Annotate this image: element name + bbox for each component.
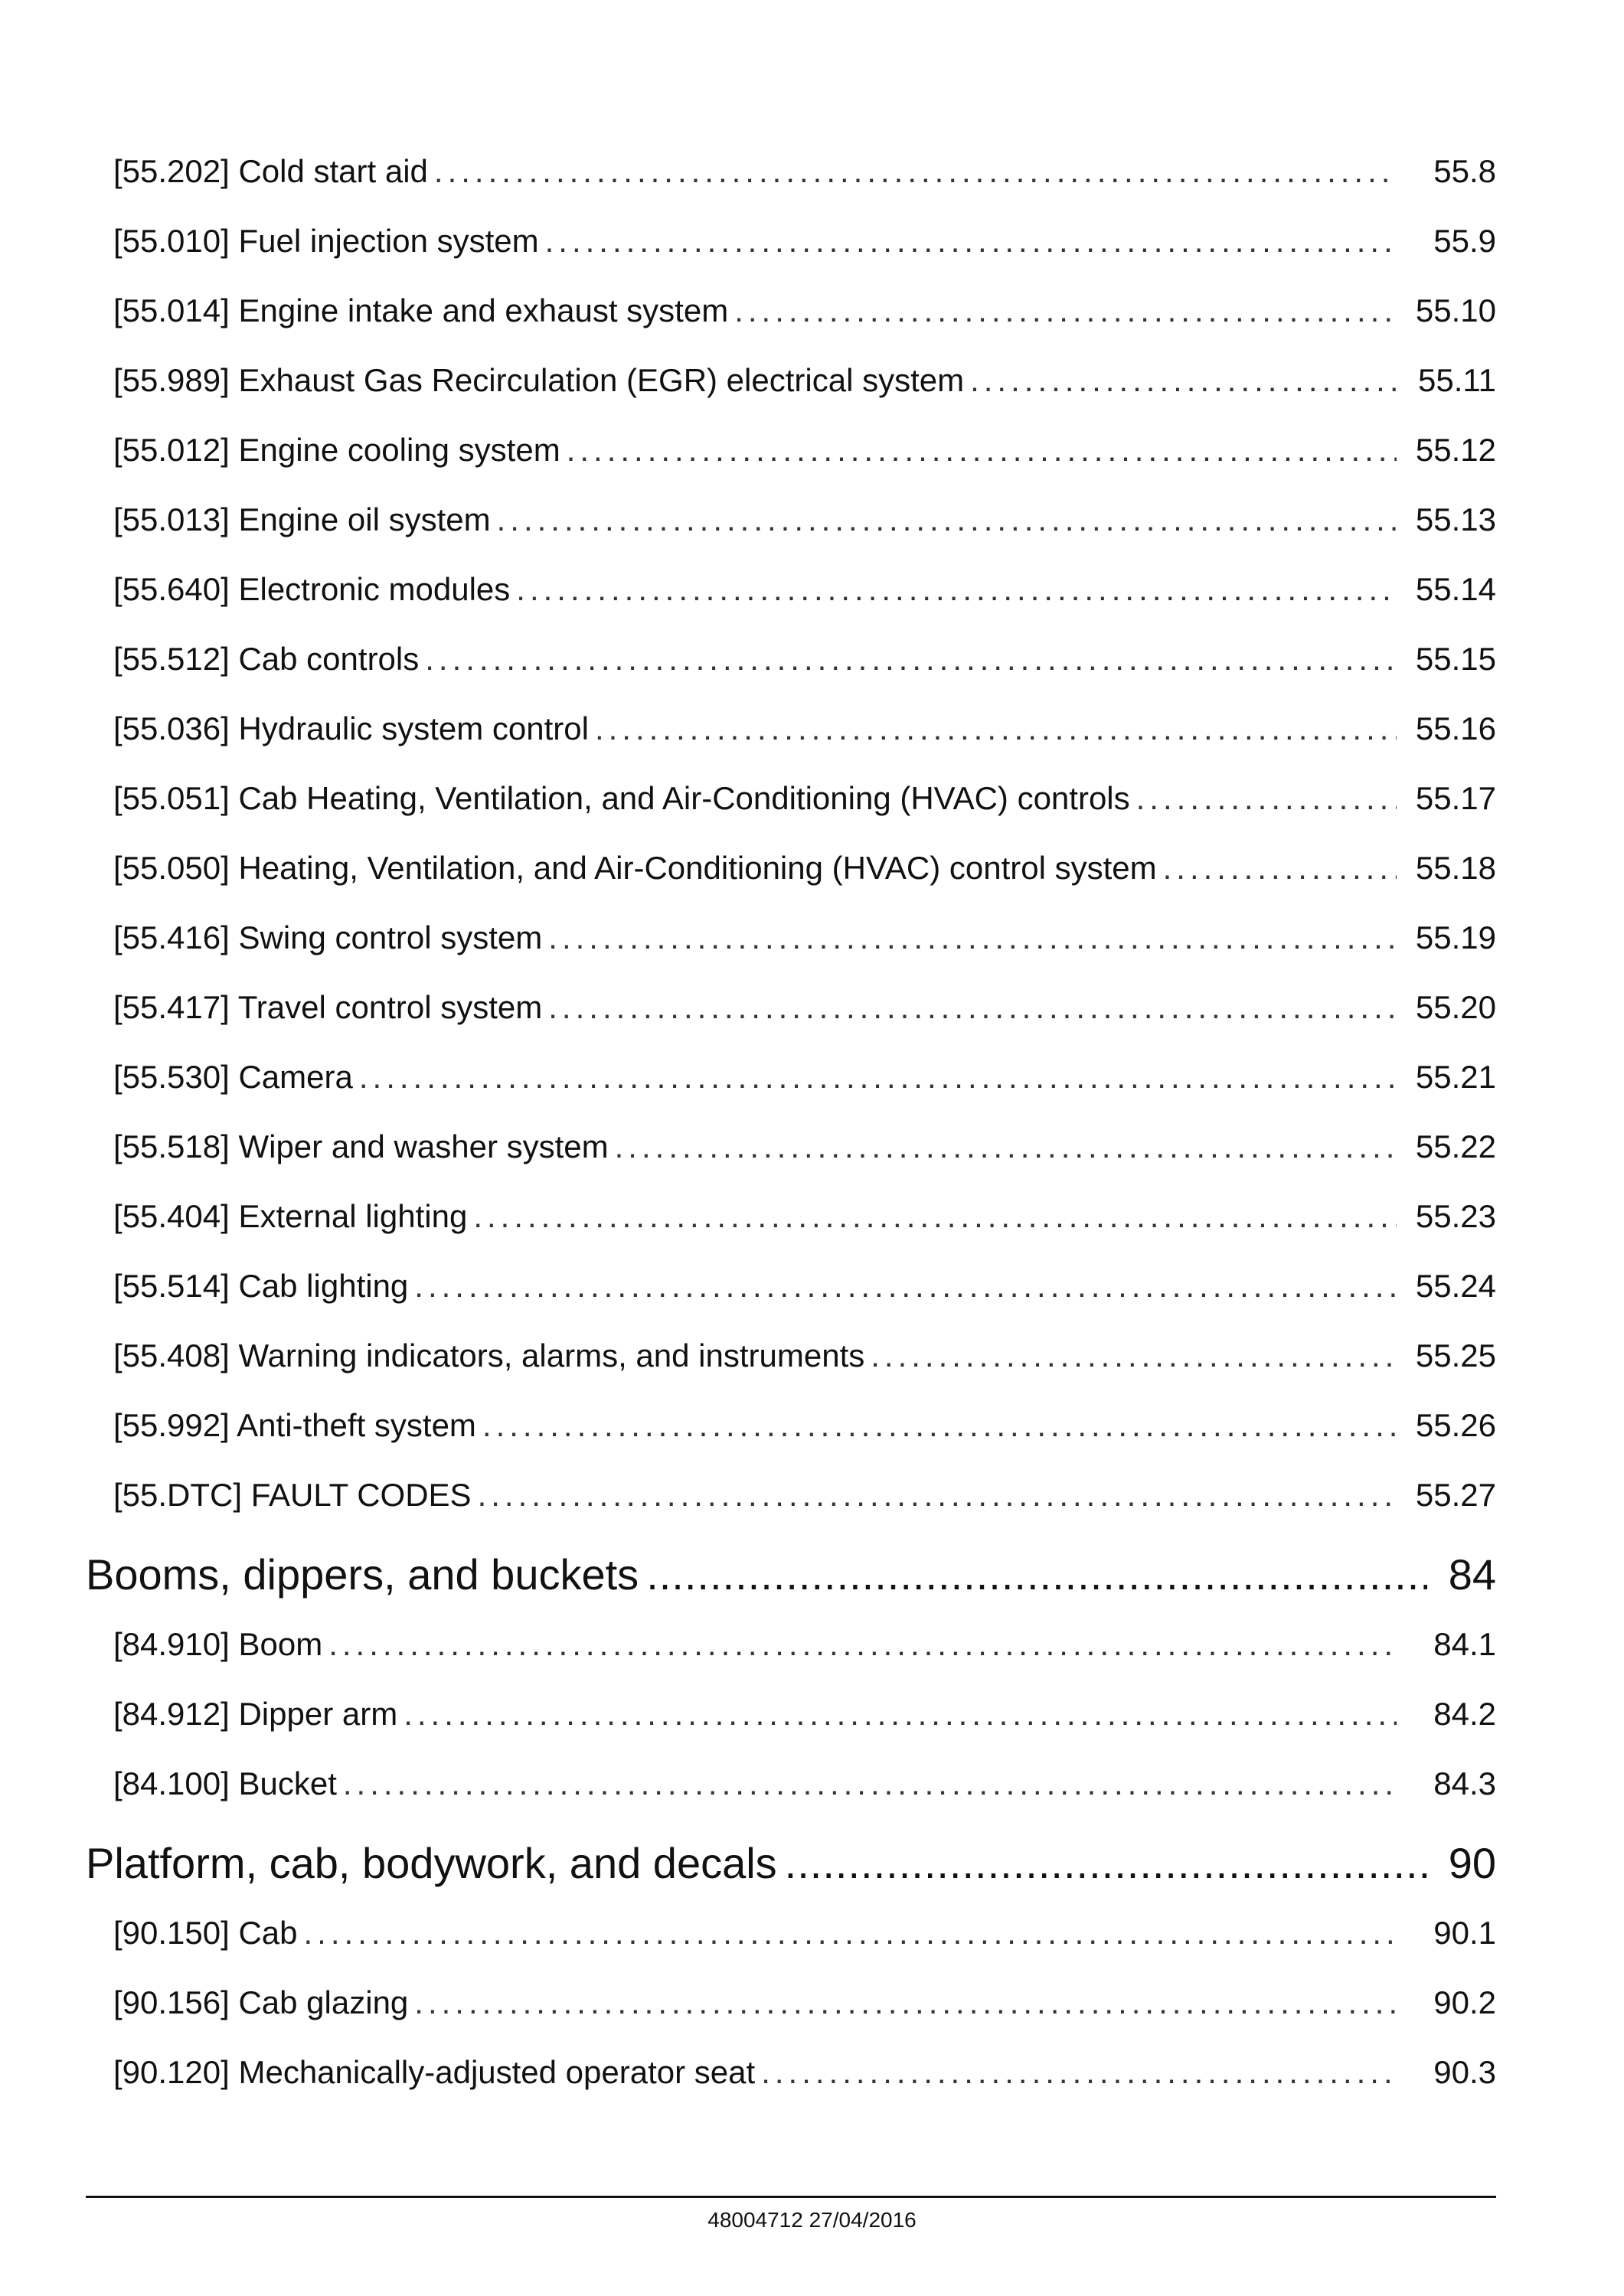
toc-entry-page: 55.21	[1415, 1059, 1496, 1095]
dot-leader	[414, 1268, 1397, 1305]
toc-entry-page: 55.15	[1415, 641, 1496, 677]
dot-leader	[343, 1765, 1397, 1802]
toc-entry-label: [55.417] Travel control system	[113, 989, 543, 1025]
toc-entry[interactable]	[113, 1198, 1496, 1268]
toc-entry-page: 90.3	[1433, 2054, 1496, 2090]
toc-entry-label: [55.640] Electronic modules	[113, 571, 511, 607]
toc-entry-label: [55.051] Cab Heating, Ventilation, and Air-Conditioning (HVAC) controls	[113, 780, 1130, 816]
toc-entry-label: [90.150] Cab	[113, 1915, 298, 1951]
dot-leader	[548, 919, 1397, 956]
toc-entry[interactable]	[113, 1696, 1496, 1765]
dot-leader	[516, 571, 1397, 608]
dot-leader	[545, 223, 1397, 260]
dot-leader	[473, 1198, 1397, 1235]
toc-entry-label: [55.202] Cold start aid	[113, 153, 428, 189]
dot-leader	[548, 989, 1397, 1026]
toc-entry-label: [55.989] Exhaust Gas Recirculation (EGR) electrical system	[113, 362, 965, 398]
toc-entry[interactable]	[113, 989, 1496, 1059]
toc-entry[interactable]	[113, 223, 1496, 292]
toc-entry-label: [90.156] Cab glazing	[113, 1984, 409, 2020]
toc-entry[interactable]	[113, 919, 1496, 989]
toc-entry-page: 84.1	[1433, 1626, 1496, 1662]
toc-entry[interactable]	[113, 850, 1496, 919]
toc-entry[interactable]	[113, 571, 1496, 641]
toc-entry-page: 55.13	[1415, 501, 1496, 537]
toc-entry-label: [55.050] Heating, Ventilation, and Air-Conditioning (HVAC) control system	[113, 850, 1157, 886]
toc-entry[interactable]	[113, 153, 1496, 223]
toc-entry-page: 55.22	[1415, 1128, 1496, 1164]
dot-leader	[785, 1838, 1427, 1888]
toc-entry-label: [84.100] Bucket	[113, 1765, 337, 1801]
toc-entry-label: [55.013] Engine oil system	[113, 501, 491, 537]
dot-leader	[646, 1550, 1427, 1599]
toc-entry-page: 55.26	[1415, 1407, 1496, 1443]
toc-entry-label: [55.530] Camera	[113, 1059, 353, 1095]
toc-entry[interactable]	[113, 362, 1496, 432]
toc-entry[interactable]	[113, 1984, 1496, 2054]
toc-entry-page: 84.2	[1433, 1696, 1496, 1732]
toc-entry-label: [84.910] Boom	[113, 1626, 323, 1662]
toc-entry-page: 55.25	[1415, 1337, 1496, 1373]
toc-entry-label: [55.518] Wiper and washer system	[113, 1128, 609, 1164]
toc-entry[interactable]	[113, 641, 1496, 710]
dot-leader	[328, 1626, 1397, 1663]
toc-entry-page: 55.10	[1415, 292, 1496, 328]
dot-leader	[414, 1984, 1397, 2021]
toc-entry-page: 90.1	[1433, 1915, 1496, 1951]
dot-leader	[595, 710, 1397, 747]
toc-entry[interactable]	[113, 501, 1496, 571]
toc-entry[interactable]	[113, 1059, 1496, 1128]
toc-entry[interactable]	[113, 292, 1496, 362]
section-title: Platform, cab, bodywork, and decals	[86, 1839, 777, 1887]
toc-entry-page: 55.24	[1415, 1268, 1496, 1304]
toc-entry-page: 55.12	[1415, 432, 1496, 468]
dot-leader	[734, 292, 1397, 329]
toc-entry-label: [55.416] Swing control system	[113, 919, 543, 955]
toc-entry[interactable]	[113, 1915, 1496, 1984]
toc-entry-label: [55.514] Cab lighting	[113, 1268, 409, 1304]
toc-entry-page: 55.23	[1415, 1198, 1496, 1234]
dot-leader	[482, 1407, 1397, 1444]
toc-entry-label: [55.408] Warning indicators, alarms, and instruments	[113, 1337, 865, 1373]
toc-entry-label: [55.010] Fuel injection system	[113, 223, 539, 259]
toc-entry-page: 55.17	[1415, 780, 1496, 816]
toc-entry[interactable]	[113, 1477, 1496, 1546]
section-page: 90	[1448, 1839, 1496, 1887]
dot-leader	[1136, 780, 1397, 817]
dot-leader	[1163, 850, 1397, 887]
toc-section-heading[interactable]	[86, 1838, 1496, 1915]
dot-leader	[497, 501, 1397, 538]
toc-entry-label: [90.120] Mechanically-adjusted operator seat	[113, 2054, 756, 2090]
toc-entry[interactable]	[113, 1337, 1496, 1407]
toc-entry-page: 90.2	[1433, 1984, 1496, 2020]
dot-leader	[359, 1059, 1397, 1096]
toc-entry-page: 55.19	[1415, 919, 1496, 955]
toc-entry-label: [55.014] Engine intake and exhaust system	[113, 292, 729, 328]
toc-entry-page: 55.14	[1415, 571, 1496, 607]
toc-entry-label: [55.036] Hydraulic system control	[113, 710, 589, 746]
dot-leader	[425, 641, 1397, 678]
toc-entry-page: 55.18	[1415, 850, 1496, 886]
dot-leader	[404, 1696, 1397, 1733]
toc-entry[interactable]	[113, 1128, 1496, 1198]
toc-entry[interactable]	[113, 710, 1496, 780]
toc-entry-label: [55.404] External lighting	[113, 1198, 468, 1234]
toc-entry[interactable]	[113, 1626, 1496, 1696]
toc-entry[interactable]	[113, 1407, 1496, 1477]
dot-leader	[615, 1128, 1397, 1165]
toc-entry[interactable]	[113, 432, 1496, 501]
dot-leader	[761, 2054, 1397, 2091]
toc-entry-label: [84.912] Dipper arm	[113, 1696, 398, 1732]
dot-leader	[970, 362, 1397, 399]
dot-leader	[567, 432, 1397, 469]
toc-entry-label: [55.992] Anti-theft system	[113, 1407, 476, 1443]
toc-entry[interactable]	[113, 2054, 1496, 2124]
toc-entry[interactable]	[113, 780, 1496, 850]
dot-leader	[434, 153, 1397, 190]
section-title: Booms, dippers, and buckets	[86, 1550, 639, 1599]
dot-leader	[478, 1477, 1397, 1514]
footer-rule	[86, 2196, 1496, 2198]
toc-entry-page: 84.3	[1433, 1765, 1496, 1801]
toc-section-heading[interactable]	[86, 1550, 1496, 1626]
toc-entry-label: [55.012] Engine cooling system	[113, 432, 560, 468]
toc-entry-label: [55.512] Cab controls	[113, 641, 420, 677]
toc-entry[interactable]	[113, 1765, 1496, 1835]
footer-doc-id: 48004712 27/04/2016	[707, 2208, 917, 2232]
toc-entry-page: 55.11	[1418, 362, 1496, 398]
dot-leader	[871, 1337, 1397, 1374]
toc-entry-label: [55.DTC] FAULT CODES	[113, 1477, 472, 1513]
toc-entry-page: 55.9	[1433, 223, 1496, 259]
toc-entry-page: 55.8	[1433, 153, 1496, 189]
toc-entry-page: 55.20	[1415, 989, 1496, 1025]
dot-leader	[304, 1915, 1397, 1951]
toc-entry[interactable]	[113, 1268, 1496, 1337]
toc-entry-page: 55.27	[1415, 1477, 1496, 1513]
section-page: 84	[1448, 1550, 1496, 1599]
table-of-contents	[86, 153, 1496, 2124]
toc-entry-page: 55.16	[1415, 710, 1496, 746]
